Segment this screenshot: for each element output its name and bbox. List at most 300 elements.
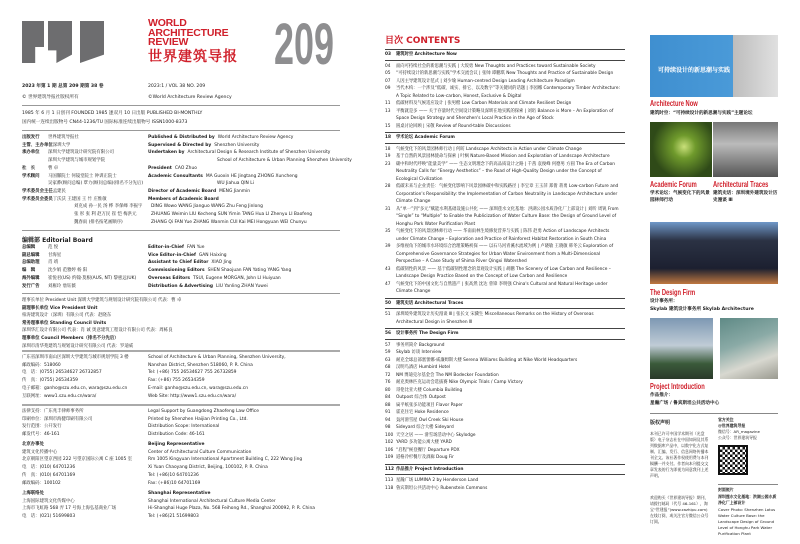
page-number: 112: [385, 466, 394, 472]
wechat-name: @世界建筑导报: [718, 423, 746, 428]
info-en-label: Published & Distributed by: [148, 135, 215, 140]
contents-entry[interactable]: [385, 243, 625, 266]
page-number: 56: [385, 331, 391, 336]
page-number: 84: [385, 395, 391, 400]
page-number: 19: [385, 154, 391, 159]
info-cn: 电子邮箱：ganho@szu.edu.cn, wara@szu.edu.cn: [22, 385, 128, 391]
editorial-block: [22, 244, 352, 290]
page-number: 15: [385, 123, 391, 129]
contents-entry[interactable]: [385, 266, 625, 281]
info-cn: 电 话：(021) 51699803: [22, 514, 76, 520]
info-cn-label: 承办单位: [22, 150, 40, 156]
info-en-value: Shenzhen University: [214, 142, 260, 148]
info-en: Tel: (+86) 755 26534627 755 26732859: [148, 370, 237, 376]
divider: [22, 293, 340, 294]
info-en: [148, 149, 330, 157]
contents-entry[interactable]: [385, 100, 625, 108]
page-number: 11: [385, 101, 391, 106]
info-en: Nanshan District, Shenzhen 518060, P. R. China: [148, 362, 253, 368]
page-number: 09: [385, 86, 391, 91]
info-row: [22, 513, 352, 521]
entry-title: 设计事务所 The Design Firm: [396, 331, 459, 336]
entry-title: 汉明鸟酒店 Humbird Hotel: [396, 365, 451, 370]
page-number: 113: [385, 478, 394, 483]
entry-title: 低碳材料及气候适应设计 | 张男楷 Low Carbon Materials and Climate Resilient Design: [396, 101, 572, 106]
info-en-value: TSUI, Eugene MORGAN, John LI Huiyuan: [192, 275, 281, 281]
info-row: [22, 354, 352, 362]
info-row: [22, 377, 352, 385]
contents-entry[interactable]: [385, 108, 625, 123]
page-number: 05: [385, 71, 391, 76]
info-cn-value: 刘克成 孙一民 汤 桦 李保峰 李振宇: [74, 204, 143, 210]
council-line: 柏涛建筑设计（深圳）有限公司 代表：赵晓东: [22, 313, 112, 319]
architecture-now-image: [650, 35, 778, 97]
info-en-label: Vice Editor-in-Chief: [148, 252, 196, 258]
page-number: 100: [385, 432, 394, 438]
info-cn: [22, 134, 148, 142]
entry-title: 枭河滑雪屋 Owl Creek Ski House: [396, 417, 464, 423]
info-en-label: Editor-in-Chief: [148, 245, 184, 250]
publisher-block: [22, 134, 352, 226]
info-cn-label: 社 长: [22, 165, 36, 171]
editorial-heading: 编辑部 Editorial Board: [22, 237, 93, 244]
info-en-value: CAO Zhuo: [174, 165, 197, 171]
contents-entry[interactable]: [385, 357, 625, 365]
divider: [22, 230, 340, 231]
page-number: 39: [385, 244, 391, 249]
info-en: [148, 219, 307, 227]
divider: [650, 413, 778, 414]
info-cn: [22, 252, 148, 260]
wechat-id: 微信号：AR_magazine: [718, 429, 760, 434]
info-row: [22, 149, 352, 157]
info-cn: 互联网址：www1.szu.edu.cn/wara/: [22, 393, 97, 399]
info-en: [148, 173, 298, 181]
contents-entry[interactable]: [385, 70, 625, 78]
contents-entry[interactable]: [385, 349, 625, 357]
entry-title: 面向可持续社会的新思潮与实践 | 大坂勇 New Thoughts and Practices toward Sustainable Society: [396, 63, 596, 69]
page-number: 98: [385, 425, 391, 430]
info-en-label: Commissioning Editors: [148, 268, 205, 274]
contents-entry[interactable]: [385, 153, 625, 161]
page-number: 63: [385, 357, 391, 363]
contents-section-header[interactable]: [385, 132, 625, 144]
design-firm-heading: The Design Firm: [650, 288, 696, 297]
info-row: [22, 423, 352, 431]
entry-title: 耐克奥林匹克运动会选拔赛 Nike Olympic Trials / Camp Victory: [396, 380, 523, 385]
page-number: 76: [385, 380, 391, 385]
purchase-text: 欢迎购买《世界建筑导报》期刊，请拨打邮局（代号 46-161），淘宝“世建报”(www.zazhipu.com) 在线订阅，或关注官方微信公众号订阅。: [650, 495, 709, 524]
info-row: [22, 498, 352, 506]
architectural-traces-heading: Architectural Traces: [713, 180, 769, 189]
info-en: Fax: (+86)10 64701169: [148, 480, 201, 486]
entry-title: 鲁宾斯坦公共活动中心 Rubenstein Commons: [396, 485, 488, 491]
page-number: 102: [385, 440, 394, 445]
info-en: [148, 283, 268, 291]
info-row: [22, 472, 352, 480]
entry-title: 从“单一”到“多元”赋能水利基础设施公共化 —— 深圳莲水文化基地：洪湖公园水质净化厂上部设计 | 刘昕 周锐 From “Single” to “Multiple” to Enable the Publicization of Water Culture Base: the Design of Ground Level of Honghu Park Water Purification Plant: [396, 206, 619, 227]
architecture-now-sub: 建筑时空：“可持续设计的新思潮与实践”主题论坛: [650, 111, 753, 116]
info-cn-value: 马国馨院士 何镜堂院士 钟训正院士: [48, 173, 117, 179]
info-cn: 法律支持：广东兆丰律师事务所: [22, 409, 84, 414]
info-cn-label: 学术委员会委员: [22, 196, 53, 202]
page-number: 47: [385, 281, 391, 287]
contents-entry[interactable]: [385, 409, 625, 417]
info-row: [22, 456, 352, 464]
contents-entry[interactable]: [385, 424, 625, 432]
shanghai-block: [22, 490, 352, 521]
contents-entry[interactable]: [385, 146, 625, 154]
entry-title: 建筑史话 Architectural Traces: [396, 300, 464, 306]
page-number: 18: [385, 146, 391, 152]
info-en: Distribution Code: 46-161: [148, 432, 205, 438]
info-cn-label: 学术委员会主任: [22, 188, 53, 194]
contents-entry[interactable]: [385, 123, 625, 131]
info-cn-label: 主管、主办单位: [22, 142, 53, 148]
info-cn-value: 曹 卓: [48, 165, 59, 171]
info-cn-value: 肖 靖: [48, 260, 59, 266]
info-row: [22, 173, 352, 181]
title-line: ARCHITECTURE: [148, 26, 229, 39]
info-en-value: WU Jiahua QIN Li: [217, 181, 254, 187]
info-row: [22, 203, 352, 211]
cover-heading: 封面照片: [718, 487, 734, 492]
info-row: [22, 408, 352, 416]
info-en-label: Overseas Editors: [148, 275, 190, 281]
info-cn-value: 魏春雨 (排名按笔画顺序): [74, 219, 123, 225]
contents-entry[interactable]: [385, 311, 625, 326]
info-en: Beijing Representative: [148, 442, 205, 447]
council-line: 理事长单位 President Unit 深圳大学建筑与规划设计研究院有限公司 代表：曹 卓: [22, 298, 182, 303]
wechat-public: 公众号：世界建筑导报: [718, 435, 757, 440]
entry-title: NM 博迪克尔基金会 The NM Bodecker Foundation: [396, 372, 499, 378]
info-row: [22, 464, 352, 472]
info-row: [22, 219, 352, 227]
info-row: [22, 267, 352, 275]
info-en: Xi Yuan Chaoyang District, Beijing, 100102, P. R. China: [148, 465, 268, 471]
info-cn-value: 刘雁玲 詹钰薇: [48, 283, 76, 289]
page-number: 28: [385, 184, 391, 189]
entry-title: 事务所简介 Background: [396, 342, 445, 348]
entry-title: 平衡就是多 —— 关于存量时代空间设计策略及深圳在地实践的探索 | 刘珩 Balance is More – An Exploration of Space Design Strategy and Shenzhen's Local Practice in the Age of Stock: [396, 108, 614, 121]
page-number: 04: [385, 63, 391, 69]
info-cn-label: 总编辑: [22, 245, 36, 250]
entry-title: 霍克住宅 Hoke Residence: [396, 410, 449, 415]
info-en: Shanghai International Architectural Culture Media Center: [148, 498, 276, 504]
info-cn-label: 编 辑: [22, 268, 36, 274]
beijing-block: [22, 441, 352, 487]
info-en: [148, 134, 293, 142]
entry-title: 低碳韧性的风景 —— 基于低碳韧性理念的景观设计实践 | 胡鹏 The Scenery of Low Carbon and Resilience – Landscape Design Practice Based on the Concept of Low Carbon and Resilience: [396, 266, 611, 279]
info-row: [22, 259, 352, 267]
info-cn-value: 深圳大学建筑设计研究院有限公司: [48, 150, 114, 156]
entry-title: 当代木构：一个涉及“低碳、诚实、排它、以及数字”等关键词的话题 | 李园娜 Contemporary Timber Architecture: A Topic Related to Low-carbon, Honest, Exclusive & Digital: [396, 86, 620, 99]
project-image-2: [720, 318, 778, 379]
info-cn-value: 丁沃沃 王建国 王 竹 庄惟敏: [52, 196, 107, 202]
entry-title: 天空之居 —— 滑雪场活动中心 Skylodge: [396, 432, 476, 438]
info-row: [22, 244, 352, 252]
page-number: 88: [385, 402, 391, 408]
contents-entry[interactable]: [385, 477, 625, 485]
contents-section-header[interactable]: [385, 464, 625, 476]
info-en-label: Assistant to Chief Editor: [148, 260, 209, 266]
info-row: [22, 134, 352, 142]
copyright-text: 本刊已许可中国学术期刊（光盘版）电子杂志社在中国知网及其系列数据库产品中，以数字化方式复制、汇编、发行、信息网络传播本刊全文。该社著作权使用费与本刊稿酬一并支付。作者向本刊提交文章发表的行为即视为同意我刊上述声明。: [650, 431, 709, 478]
info-cn: [22, 211, 148, 219]
academic-forum-sub: 学术论坛：气候变化下的风景园林师行动: [650, 191, 710, 203]
divider: [22, 105, 340, 106]
info-cn-value: 甘海星: [48, 252, 62, 258]
entry-title: 哥伦比亚大楼 Columbia Building: [396, 387, 463, 393]
info-row: [22, 188, 352, 196]
page-number: 50: [385, 300, 391, 306]
info-en: Tel: (+86)10 64701236: [148, 472, 199, 478]
contents-title: 目次 CONTENTS: [385, 36, 461, 46]
info-en: Fax: (+86) 755 26534359: [148, 378, 205, 384]
entry-title: 气候变化下的风景园林师行动 —— 华南雨林生境修复营养与实践 | 陈伟 赵勇 Action of Landscape Architects under Climate Change – Exploration and Practice of Rainforest Habitat Restoration in South China: [396, 229, 610, 242]
page-number: 07: [385, 78, 391, 84]
info-en: Hi-Shanghai Huge Plaza, No. 568 Feihong Rd., Shanghai 200092, P. R. China: [148, 506, 315, 512]
info-cn-value: 范 悦: [48, 245, 59, 250]
info-cn-label: 学术顾问: [22, 173, 40, 179]
page-number: 94: [385, 417, 391, 423]
design-firm-image: [650, 222, 778, 284]
project-image-1: [650, 318, 713, 379]
info-cn: [22, 196, 148, 204]
info-cn: [22, 219, 148, 227]
info-cn: 上海国际建筑文化传媒中心: [22, 498, 75, 504]
contents-section-header[interactable]: [385, 298, 625, 310]
info-en: Web Site: http://www1.szu.edu.cn/wara/: [148, 393, 237, 399]
project-sub2: 星瀚广场 / 鲁宾斯坦公共活动中心: [650, 400, 720, 406]
issue-en: 2023:1 / VOL 38 NO. 209: [148, 84, 206, 89]
copyright-heading: 版权声明: [650, 420, 671, 426]
contents-section-header[interactable]: [385, 328, 625, 340]
divider: [718, 484, 778, 485]
info-en-value: DING Wowo WANG Jianguo WANG Zhu Feng Jinlong: [151, 204, 263, 210]
info-en: Rm 1005 Kingyuan International Apartment Building C, 222 Wang Jing: [148, 457, 303, 463]
info-en: [148, 267, 291, 275]
design-firm-sub2: Skylab 建筑设计事务所 Skylab Architecture: [650, 306, 754, 312]
info-en: [148, 142, 259, 150]
entry-title: Sideyard 综合大楼 Sideyard: [396, 425, 454, 430]
info-en: [148, 252, 227, 260]
project-heading: Project Introduction: [650, 382, 705, 391]
page-number: 31: [385, 206, 391, 212]
info-cn: [22, 283, 148, 291]
info-en: Printed by Shenzhen Haijian Printing Co., Ltd.: [148, 416, 248, 422]
info-row: [22, 393, 352, 401]
entry-title: 学术论坛 Academic Forum: [396, 135, 455, 140]
info-cn: [22, 259, 148, 267]
info-en: [148, 275, 281, 283]
architectural-traces-sub: 建筑史话：深圳境外建筑设计历史漫谈 Ⅲ: [713, 191, 778, 203]
info-cn-label: 发行广告: [22, 283, 40, 289]
entry-title: Outpost 综合体 Outpost: [396, 395, 446, 400]
contents-entry[interactable]: [385, 342, 625, 350]
title-line: REVIEW: [148, 36, 189, 48]
contents-entry[interactable]: [385, 454, 625, 462]
info-cn-label: 出版发行: [22, 135, 40, 140]
contents-entry[interactable]: [385, 402, 625, 410]
info-en: [148, 244, 204, 252]
divider: [22, 404, 340, 406]
info-cn: 传 真：(0755) 26534359: [22, 378, 78, 384]
info-row: [22, 480, 352, 488]
contents-entry[interactable]: [385, 281, 625, 296]
page-number: 106: [385, 447, 394, 453]
contents-entry[interactable]: [385, 485, 625, 493]
academic-forum-image: [650, 122, 712, 177]
info-row: [22, 157, 352, 165]
magazine-title-cn: 世界建筑导报: [148, 49, 238, 65]
info-row: [22, 490, 352, 498]
entry-title: 道格冷杉餐厅及酒廊 Doug Fir: [396, 455, 454, 460]
info-cn: 上海联络处: [22, 491, 44, 496]
contents-entry[interactable]: [385, 432, 625, 440]
info-cn: [22, 275, 148, 283]
contents-section-header[interactable]: [385, 49, 625, 61]
info-row: [22, 180, 352, 188]
info-en: [148, 165, 197, 173]
page-number: 72: [385, 372, 391, 378]
contents-entry[interactable]: [385, 85, 625, 100]
contents-entry[interactable]: [385, 228, 625, 243]
info-en: [148, 180, 254, 188]
contents-entry[interactable]: [385, 206, 625, 229]
info-row: [22, 416, 352, 424]
info-cn-value: 世界建筑导报社: [48, 135, 79, 140]
contents-list: [385, 47, 625, 492]
contents-entry[interactable]: [385, 439, 625, 447]
contents-entry[interactable]: [385, 63, 625, 71]
page-number: 03: [385, 52, 391, 57]
entry-title: YARD 多功能公寓大楼 YARD: [396, 440, 452, 445]
info-row: [22, 283, 352, 291]
page-number: 68: [385, 365, 391, 370]
contents-entry[interactable]: [385, 161, 625, 184]
info-en-value: ZHANG Qi FAN Yue ZHANG Wanmin CUI Kai MEI Hongyuan WEI Chunyu: [151, 219, 307, 225]
info-cn: [22, 173, 148, 181]
copyright-cn: © 世界建筑导报社版权所有: [22, 95, 79, 100]
info-en: E-mail: ganho@szu.edu.cn, wara@szu.edu.cn: [148, 385, 248, 391]
info-en-value: MA Guoxin HE Jingtang ZHONG Xuncheng: [205, 173, 298, 179]
council-block: [22, 297, 352, 350]
contents-entry[interactable]: [385, 417, 625, 425]
info-cn-value: 张 彤 张 利 赵万民 崔 恺 梅洪元: [74, 212, 137, 218]
info-row: [22, 142, 352, 150]
info-cn: 建筑文化传播中心: [22, 449, 58, 455]
info-row: [22, 252, 352, 260]
page-number: 35: [385, 229, 391, 234]
info-cn: 广东省深圳市南山区深圳大学建筑与城市规划学院 3 楼: [22, 355, 129, 360]
info-row: [22, 362, 352, 370]
info-cn-value: 崔悦君(US) 约翰·莫根(AUS, NT) 黎惠远(UK): [48, 275, 137, 281]
issue-cn: 2023 年第 1 期 总第 209 期第 38 卷: [22, 84, 104, 89]
contents-entry[interactable]: [385, 78, 625, 86]
magazine-title-en: [148, 19, 228, 48]
page-number: 18: [385, 135, 391, 140]
info-en-value: MENG Jianmin: [219, 188, 251, 194]
info-cn-label: 总编助理: [22, 260, 40, 266]
qr-code-icon[interactable]: [718, 445, 748, 475]
info-cn: [22, 188, 148, 196]
info-en-value: School of Architecture & Urban Planning Shenzhen University: [217, 158, 352, 164]
cover-cn: 深圳莲水文化基地：洪湖公园水质净化厂上部设计: [718, 494, 777, 505]
copyright-en: ©World Architecture Review Agency: [148, 95, 232, 100]
info-en-value: SHEN Shaojuan FAN Yating YANG Yang: [207, 268, 292, 274]
info-row: [22, 211, 352, 219]
contents-entry[interactable]: [385, 372, 625, 380]
council-line: 理事单位 Council Members（排名不分先后）: [22, 335, 119, 341]
info-row: [22, 196, 352, 204]
contents-entry[interactable]: [385, 183, 625, 206]
info-row: [22, 431, 352, 439]
info-cn-value: 深圳大学: [52, 142, 71, 148]
info-cn: 邮发代号：46-161: [22, 432, 60, 438]
page-number: 59: [385, 350, 391, 355]
info-en-label: Director of Academic Board: [148, 188, 217, 194]
info-en-label: Distribution & Advertising: [148, 283, 213, 289]
info-en: Center of Architectural Culture Communication: [148, 449, 252, 455]
info-row: [22, 385, 352, 393]
info-en-value: ZHUANG Weimin LIU Kecheng SUN Yimin TANG Hua LI Zhenyu LI Baofeng: [151, 212, 313, 218]
entry-title: “可持续设计的新思潮与实践”学术交流会议 | 张帅 谭鹏琪 New Thoughts and Practice of Sustainable Design: [396, 71, 614, 76]
page-number: 51: [385, 312, 391, 317]
info-en: Tel: (+86)21 51699803: [148, 514, 199, 520]
info-cn: 印刷单位：深圳市海健印刷有限公司: [22, 416, 93, 422]
info-cn: 传 真：(010) 64701169: [22, 472, 76, 478]
info-en: Legal Support by Guangdong Zhaofeng Law Office: [148, 409, 259, 414]
info-en-label: President: [148, 165, 172, 171]
info-en: [148, 203, 263, 211]
info-en: [148, 196, 222, 204]
divider: [22, 130, 340, 131]
info-en-label: Academic Consultants: [148, 173, 203, 179]
info-en-value: XIAO Jing: [211, 260, 232, 266]
council-line: 深圳市清华苑建筑与规划设计研究有限公司 代表：罗迪威: [22, 343, 134, 349]
info-en-value: World Architecture Review Agency: [217, 135, 294, 140]
info-cn: [22, 149, 148, 157]
contents-entry[interactable]: [385, 394, 625, 402]
founded-line: 1985 年 6 月 1 日创刊 FOUNDED 1985 逢双月 10 日出版 PUBLISHED BI-MONTHLY: [22, 111, 203, 116]
contents-entry[interactable]: [385, 379, 625, 387]
contents-entry[interactable]: [385, 387, 625, 395]
contents-entry[interactable]: [385, 447, 625, 455]
info-cn: 发行范围：公开发行: [22, 424, 62, 430]
info-cn: 电 话：(010) 64701236: [22, 465, 76, 471]
info-cn-value: 沈少娟 范雅婷 杨 阳: [48, 268, 88, 274]
info-cn: 邮政编码：518060: [22, 362, 61, 368]
info-en-value: GAN Haixing: [198, 252, 227, 258]
info-en-value: Architectural Design & Research Institute of Shenzhen University: [187, 150, 331, 156]
legal-block: [22, 408, 352, 439]
academic-forum-heading: Academic Forum: [650, 180, 697, 189]
contents-entry[interactable]: [385, 364, 625, 372]
entry-title: 低碳未来与企业责任：气候变化影响下风景园林碳中和实践路径 | 李宝章 王玉萍 郑倩 蒋勇 Low-carbon Future and Corporation's Responsibility: the Implementation of Carbon Neutrality in Landscape Architecture under Climate Change: [396, 184, 619, 204]
architecture-now-heading: Architecture Now: [650, 99, 698, 108]
info-cn-value: 孟建民: [52, 188, 66, 194]
cover-en: Cover Photo: Shenzhen Lotus Water Culture Base: the Landscape Design of Ground Level of Honghu Park Water Purification Plant: [718, 507, 776, 536]
entry-title: 碳中和时代呼唤“能量美学” —— 生态文明理念下的高品质设计之路 | 千茜 袁俊峰 何德男 方圆 The Era of Carbon Neutrality Calls for “Energy Aesthetics” – the Road of High-Quality Design under the Concept of Ecological Civilization: [396, 161, 615, 182]
entry-title: 基于自然的风景园林使命与探索 | 叶枫 Nature-Based Mission and Exploration of Landscape Architecture: [396, 154, 610, 159]
page-number: 43: [385, 266, 391, 272]
info-cn-value: 吴家骅(顾问总编) 覃力(顾问总编)(排名不分先后): [48, 181, 144, 187]
page-number: 109: [385, 455, 394, 460]
page-number: 23: [385, 161, 391, 167]
page-number: 13: [385, 108, 391, 114]
design-firm-sub1: 设计事务所：: [650, 299, 678, 304]
